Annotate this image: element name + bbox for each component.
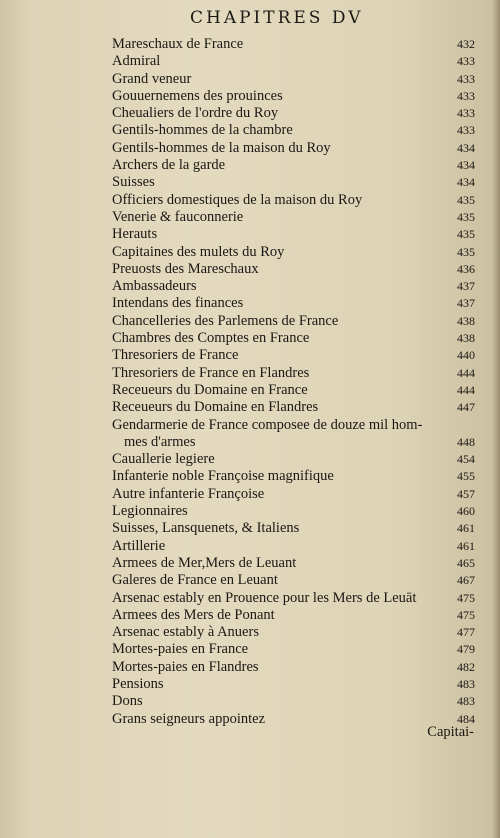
toc-entry-page: 454 [457, 452, 475, 467]
running-head: CHAPITRES DV [190, 8, 364, 28]
toc-entry-page: 435 [457, 244, 475, 259]
toc-entry-title: Autre infanterie Françoise [112, 485, 265, 502]
toc-entry [112, 347, 475, 364]
toc-entry-page: 467 [457, 573, 475, 588]
toc-entry [112, 693, 475, 710]
toc-entry-title: Mareschaux de France [112, 36, 244, 52]
toc-entry-page: 438 [457, 313, 475, 328]
table-of-contents [112, 36, 475, 728]
toc-entry-title: Officiers domestiques de la maison du Roy [112, 191, 363, 208]
toc-entry [112, 590, 475, 607]
toc-entry-title: Preuosts des Mareschaux [112, 260, 259, 277]
toc-entry [112, 209, 475, 226]
toc-entry-page: 455 [457, 469, 475, 484]
toc-entry-title: Cheualiers de l'ordre du Roy [112, 105, 279, 122]
toc-entry [112, 520, 475, 537]
toc-entry [112, 53, 475, 70]
toc-entry-title: Gentils-hommes de la maison du Roy [112, 139, 331, 156]
toc-entry-page: 432 [457, 37, 475, 51]
toc-entry [112, 486, 475, 503]
toc-entry-page: 461 [457, 521, 475, 536]
catchword: Capitai- [427, 724, 474, 740]
toc-entry-page: 475 [457, 590, 475, 605]
toc-entry-title: Chambres des Comptes en France [112, 330, 310, 347]
toc-entry-title: Mortes-paies en Flandres [112, 658, 259, 675]
toc-entry-title: Thresoriers de France [112, 347, 239, 364]
toc-entry-page: 434 [457, 175, 475, 190]
toc-entry [112, 417, 475, 452]
toc-entry-title: Legionnaires [112, 503, 188, 520]
toc-entry [112, 538, 475, 555]
toc-entry-title: Dons [112, 693, 143, 710]
toc-entry-page: 460 [457, 504, 475, 519]
toc-entry [112, 71, 475, 88]
toc-entry-page: 475 [457, 607, 475, 622]
toc-entry-title-line1: Gendarmerie de France composee de douze mil hom- [112, 416, 423, 433]
toc-entry [112, 624, 475, 641]
toc-entry-title: Receueurs du Domaine en France [112, 381, 308, 398]
toc-entry-page: 477 [457, 625, 475, 640]
toc-entry-title: Grand veneur [112, 70, 192, 87]
toc-entry-page: 437 [457, 279, 475, 294]
toc-entry [112, 365, 475, 382]
toc-entry [112, 468, 475, 485]
page-edge-shadow [492, 0, 500, 838]
toc-entry [112, 278, 475, 295]
toc-entry-page: 465 [457, 555, 475, 570]
toc-entry [112, 503, 475, 520]
toc-entry-title: Arsenac estably en Prouence pour les Mers de Leuāt [112, 589, 417, 606]
toc-entry-title: Grans seigneurs appointez [112, 710, 266, 727]
toc-entry-page: 457 [457, 486, 475, 501]
toc-entry [112, 607, 475, 624]
toc-entry-page: 433 [457, 54, 475, 69]
toc-entry-page: 438 [457, 331, 475, 346]
toc-entry [112, 244, 475, 261]
toc-entry-title: Mortes-paies en France [112, 641, 249, 658]
toc-entry-title: Venerie & fauconnerie [112, 208, 244, 225]
toc-entry [112, 36, 475, 53]
toc-entry [112, 330, 475, 347]
toc-entry-page: 434 [457, 158, 475, 173]
toc-entry [112, 105, 475, 122]
toc-entry-title: Armees de Mer,Mers de Leuant [112, 554, 297, 571]
toc-entry [112, 399, 475, 416]
toc-entry-page: 435 [457, 192, 475, 207]
toc-entry-page: 436 [457, 261, 475, 276]
toc-entry-page: 482 [457, 659, 475, 674]
toc-entry [112, 174, 475, 191]
toc-entry-page: 444 [457, 365, 475, 380]
toc-entry-page: 448 [457, 434, 475, 449]
toc-entry-page: 437 [457, 296, 475, 311]
toc-entry [112, 451, 475, 468]
toc-entry-title: Galeres de France en Leuant [112, 572, 278, 589]
toc-entry-title: Suisses, Lansquenets, & Italiens [112, 520, 300, 537]
toc-entry-title: Intendans des finances [112, 295, 244, 312]
toc-entry-page: 484 [457, 711, 475, 726]
toc-entry-page: 461 [457, 538, 475, 553]
toc-entry-title: Arsenac estably à Anuers [112, 624, 259, 641]
toc-entry [112, 157, 475, 174]
toc-entry-title: Ambassadeurs [112, 278, 197, 295]
toc-entry-title: Archers de la garde [112, 157, 226, 174]
toc-entry-title: Receueurs du Domaine en Flandres [112, 399, 319, 416]
toc-entry-page: 447 [457, 400, 475, 415]
toc-entry-page: 433 [457, 88, 475, 103]
toc-entry-page: 433 [457, 123, 475, 138]
toc-entry-page: 440 [457, 348, 475, 363]
toc-entry [112, 295, 475, 312]
toc-entry [112, 572, 475, 589]
toc-entry-title: Infanterie noble Françoise magnifique [112, 468, 334, 485]
toc-entry-title: Suisses [112, 174, 155, 191]
toc-entry-title: Armees des Mers de Ponant [112, 606, 275, 623]
toc-entry-title: Capitaines des mulets du Roy [112, 243, 285, 260]
toc-entry [112, 192, 475, 209]
toc-entry [112, 676, 475, 693]
toc-entry [112, 261, 475, 278]
toc-entry [112, 88, 475, 105]
toc-entry [112, 711, 475, 728]
toc-entry-title: Herauts [112, 226, 158, 243]
toc-entry-page: 434 [457, 140, 475, 155]
toc-entry-title: Cauallerie legiere [112, 451, 215, 468]
toc-entry-page: 435 [457, 209, 475, 224]
toc-entry-title: Thresoriers de France en Flandres [112, 364, 310, 381]
toc-entry-page: 483 [457, 676, 475, 691]
toc-entry-title: Gouuernemens des prouinces [112, 87, 283, 104]
toc-entry-page: 433 [457, 71, 475, 86]
toc-entry [112, 659, 475, 676]
toc-entry [112, 226, 475, 243]
toc-entry-page: 435 [457, 227, 475, 242]
toc-entry-title-line2: mes d'armes [124, 433, 196, 450]
toc-entry-title: Chancelleries des Parlemens de France [112, 312, 339, 329]
toc-entry-page: 444 [457, 382, 475, 397]
toc-entry-title: Gentils-hommes de la chambre [112, 122, 293, 139]
toc-entry-title: Admiral [112, 53, 161, 70]
toc-entry-page: 483 [457, 694, 475, 709]
toc-entry [112, 122, 475, 139]
toc-entry-title: Artillerie [112, 537, 166, 554]
toc-entry [112, 313, 475, 330]
toc-entry-title [112, 417, 452, 452]
toc-entry [112, 555, 475, 572]
toc-entry-page: 433 [457, 106, 475, 121]
toc-entry-title: Pensions [112, 675, 164, 692]
toc-entry [112, 382, 475, 399]
toc-entry [112, 140, 475, 157]
toc-entry-page: 479 [457, 642, 475, 657]
toc-entry [112, 641, 475, 658]
